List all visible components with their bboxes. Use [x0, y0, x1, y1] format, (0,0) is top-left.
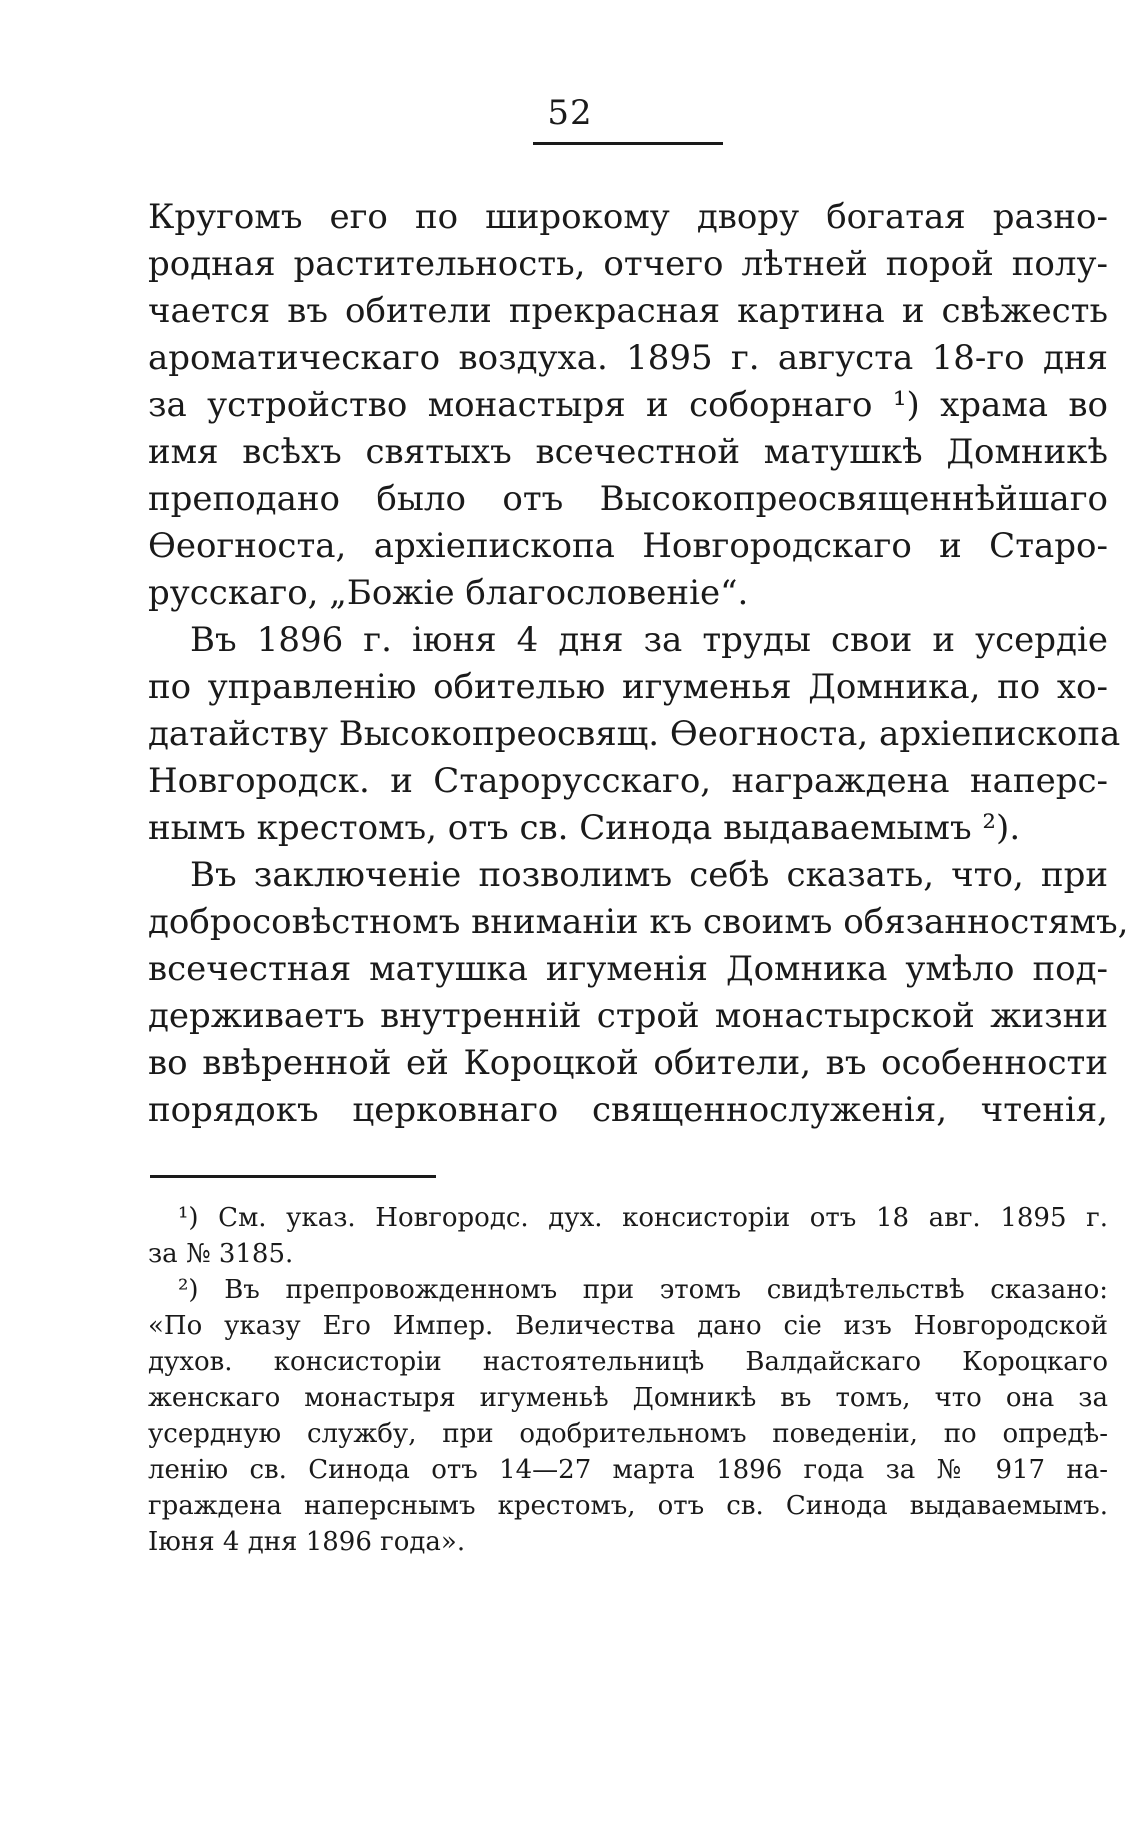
footnote-line: духов. консисторіи настоятельницѣ Валдайскаго Короцкаго — [148, 1347, 1108, 1377]
footnote-line: ленію св. Синода отъ 14—27 марта 1896 года за № 917 на- — [148, 1455, 1108, 1485]
footnotes — [148, 1200, 1108, 1560]
text-line: порядокъ церковнаго священнослуженія, чтенія, — [148, 1090, 1108, 1130]
text-line: всечестная матушка игуменія Домника умѣло под- — [148, 949, 1108, 989]
text-line: русскаго, „Божіе благословеніе“. — [148, 573, 749, 613]
footnote-separator — [150, 1175, 436, 1178]
footnote-line: Іюня 4 дня 1896 года». — [148, 1527, 466, 1557]
text-line: Новгородск. и Старорусскаго, награждена наперс- — [148, 761, 1108, 801]
text-line: Ѳеогноста, архіепископа Новгородскаго и Старо- — [148, 526, 1108, 566]
text-line: преподано было отъ Высокопреосвященнѣйшаго — [148, 479, 1108, 519]
text-line: добросовѣстномъ вниманіи къ своимъ обязанностямъ, — [148, 902, 1129, 942]
text-line: по управленію обителью игуменья Домника, по хо- — [148, 667, 1108, 707]
footnote-line: «По указу Его Импер. Величества дано сіе изъ Новгородской — [148, 1311, 1108, 1341]
main-text — [148, 194, 1129, 1134]
text-line: Въ 1896 г. іюня 4 дня за труды свои и усердіе — [190, 620, 1108, 660]
text-line: имя всѣхъ святыхъ всечестной матушкѣ Домникѣ — [148, 432, 1108, 472]
text-line: родная растительность, отчего лѣтней порой полу- — [148, 244, 1108, 284]
footnote-line: за № 3185. — [148, 1239, 294, 1269]
text-line: во ввѣренной ей Короцкой обители, въ особенности — [148, 1043, 1108, 1083]
page-number-rule — [533, 142, 723, 145]
text-line: Кругомъ его по широкому двору богатая разно- — [148, 197, 1108, 237]
footnote-line: усердную службу, при одобрительномъ поведеніи, по опредѣ- — [148, 1419, 1108, 1449]
footnote-line: граждена наперснымъ крестомъ, отъ св. Синода выдаваемымъ. — [148, 1491, 1108, 1521]
footnote-line: ¹) См. указ. Новгородс. дух. консисторіи отъ 18 авг. 1895 г. — [178, 1203, 1108, 1233]
text-line: ароматическаго воздуха. 1895 г. августа 18-го дня — [148, 338, 1108, 378]
text-line: за устройство монастыря и соборнаго ¹) храма во — [148, 385, 1108, 425]
text-line: чается въ обители прекрасная картина и свѣжесть — [148, 291, 1108, 331]
page-number: 52 — [547, 93, 593, 133]
text-line: нымъ крестомъ, отъ св. Синода выдаваемымъ ²). — [148, 808, 1021, 848]
text-line: Въ заключеніе позволимъ себѣ сказать, что, при — [190, 855, 1108, 895]
footnote-line: ²) Въ препровожденномъ при этомъ свидѣтельствѣ сказано: — [178, 1275, 1108, 1305]
text-line: держиваетъ внутренній строй монастырской жизни — [148, 996, 1108, 1036]
text-line: датайству Высокопреосвящ. Ѳеогноста, архіепископа — [148, 714, 1121, 754]
footnote-line: женскаго монастыря игуменьѣ Домникѣ въ томъ, что она за — [148, 1383, 1108, 1413]
